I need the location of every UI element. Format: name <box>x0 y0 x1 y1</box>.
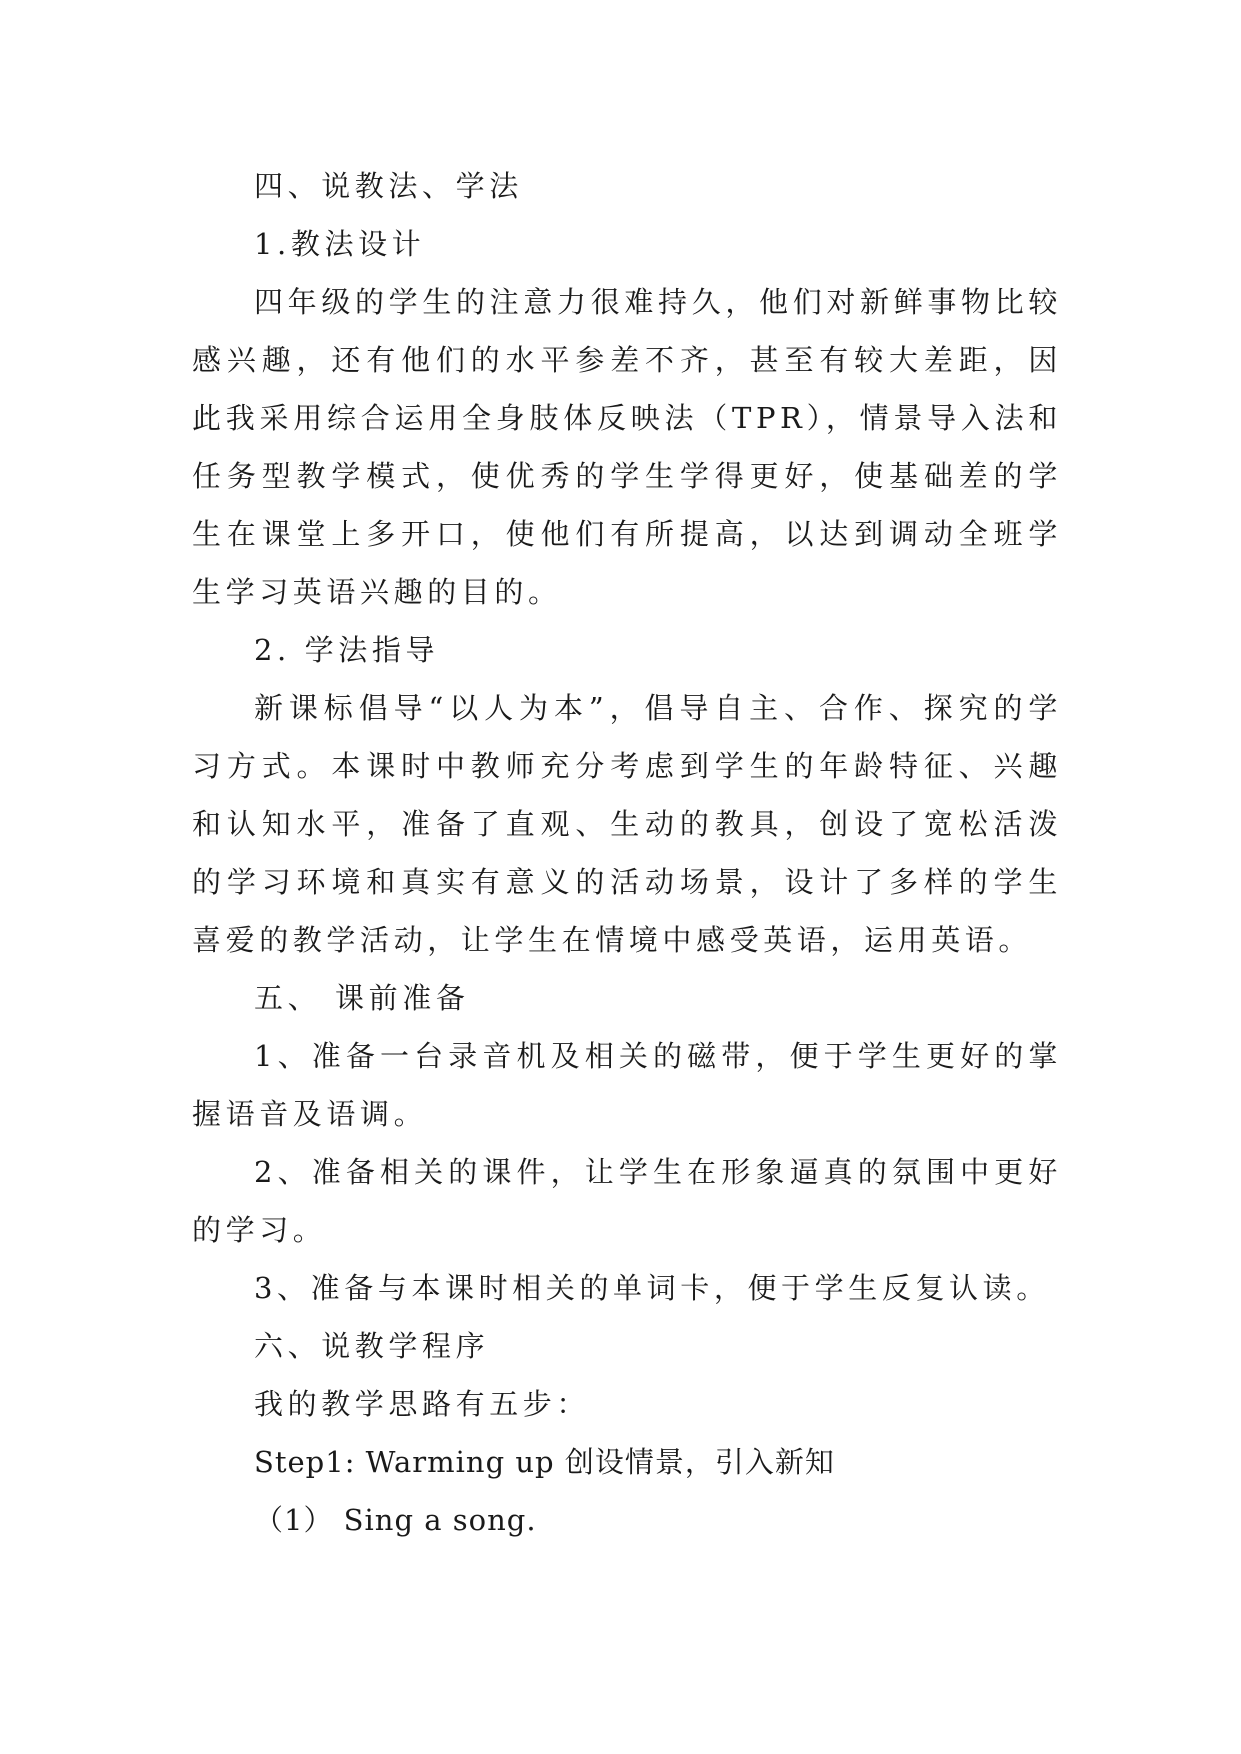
subheading-teaching-design: 1.教法设计 <box>254 227 426 261</box>
paragraph-teaching-design: 四年级的学生的注意力很难持久，他们对新鲜事物比较感兴趣，还有他们的水平参差不齐，甚至有较大差距，因此我采用综合运用全身肢体反映法（TPR），情景导入法和任务型教学模式，使优秀的学生学得更好，使基础差的学生在课堂上多开口，使他们有所提高，以达到调动全班学生学习英语兴趣的目的。 <box>192 285 1062 609</box>
preparation-item-1: 1、准备一台录音机及相关的磁带，便于学生更好的掌握语音及语调。 <box>192 1039 1062 1131</box>
step-1-item-1: （1） Sing a song. <box>254 1503 537 1537</box>
preparation-item-2: 2、准备相关的课件，让学生在形象逼真的氛围中更好的学习。 <box>192 1155 1062 1247</box>
preparation-item-3: 3、准备与本课时相关的单词卡，便于学生反复认读。 <box>254 1271 1050 1305</box>
paragraph-procedure-intro: 我的教学思路有五步： <box>254 1387 591 1421</box>
paragraph-learning-guidance: 新课标倡导“以人为本”，倡导自主、合作、探究的学习方式。本课时中教师充分考虑到学生的年龄特征、兴趣和认知水平，准备了直观、生动的教具，创设了宽松活泼的学习环境和真实有意义的活动场景，设计了多样的学生喜爱的教学活动，让学生在情境中感受英语，运用英语。 <box>192 691 1062 957</box>
document-body <box>192 157 1062 1549</box>
section-heading-teaching-methods: 四、说教法、学法 <box>254 169 523 203</box>
subheading-learning-guidance: 2. 学法指导 <box>254 633 440 667</box>
section-heading-preparation: 五、 课前准备 <box>254 981 470 1015</box>
step-1-heading: Step1: Warming up 创设情景，引入新知 <box>254 1445 835 1479</box>
section-heading-procedure: 六、说教学程序 <box>254 1329 490 1363</box>
